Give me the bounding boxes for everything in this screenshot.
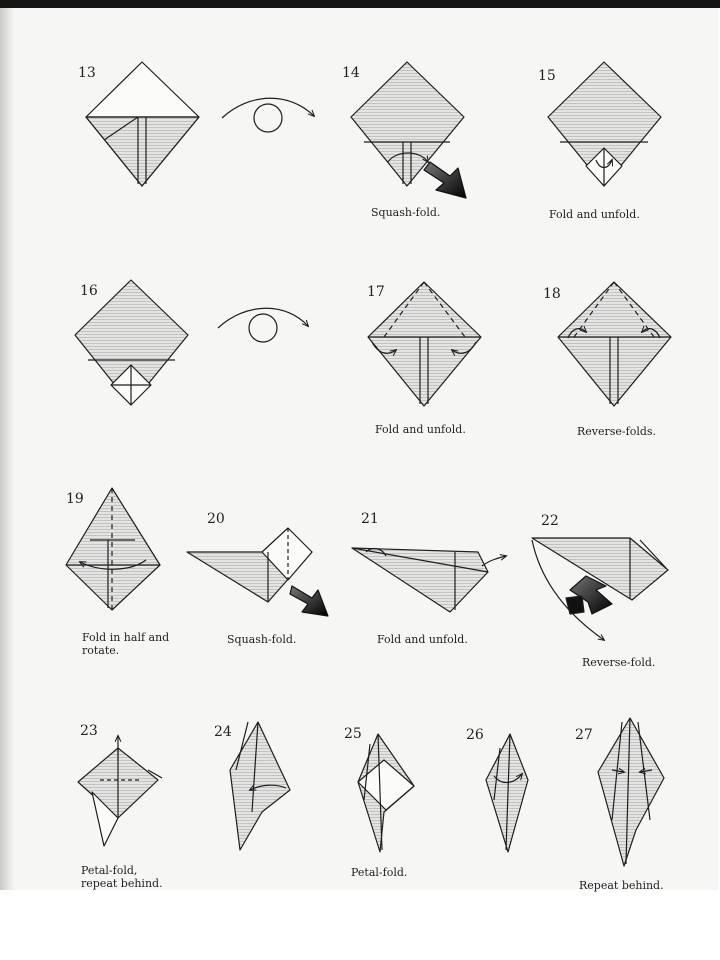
turn-over-symbol-1 [222, 98, 314, 132]
step-number-18: 18 [543, 286, 561, 302]
step-number-23: 23 [80, 723, 98, 739]
step-number-26: 26 [466, 727, 484, 743]
diagram-step-24 [230, 722, 290, 850]
step-number-25: 25 [344, 726, 362, 742]
step-number-14: 14 [342, 65, 360, 81]
diagram-step-14 [351, 62, 466, 198]
diagram-step-27 [598, 718, 664, 866]
diagram-step-22 [532, 538, 668, 640]
caption-step-14: Squash-fold. [371, 206, 441, 219]
step-number-21: 21 [361, 511, 379, 527]
diagram-step-20 [187, 528, 328, 616]
step-number-15: 15 [538, 68, 556, 84]
caption-step-15: Fold and unfold. [549, 208, 640, 221]
diagram-step-15 [548, 62, 661, 186]
diagram-step-21 [352, 548, 506, 612]
step-number-16: 16 [80, 283, 98, 299]
caption-step-17: Fold and unfold. [375, 423, 466, 436]
diagram-step-17 [368, 282, 481, 406]
caption-step-18: Reverse-folds. [577, 425, 657, 438]
diagram-step-25 [358, 734, 414, 852]
caption-step-20: Squash-fold. [227, 633, 297, 646]
caption-step-19: Fold in half and rotate. [82, 631, 170, 657]
caption-step-22: Reverse-fold. [582, 656, 656, 669]
step-number-27: 27 [575, 727, 593, 743]
step-number-13: 13 [78, 65, 96, 81]
caption-step-25: Petal-fold. [351, 866, 408, 879]
turn-over-symbol-2 [218, 308, 308, 342]
step-number-20: 20 [207, 511, 225, 527]
caption-step-23: Petal-fold, repeat behind. [81, 864, 163, 890]
diagram-step-13 [86, 62, 199, 186]
step-number-22: 22 [541, 513, 559, 529]
caption-step-27: Repeat behind. [579, 879, 664, 892]
diagram-step-26 [486, 734, 528, 852]
diagram-step-23 [78, 736, 162, 846]
diagram-step-18 [558, 282, 671, 406]
step-number-17: 17 [367, 284, 385, 300]
caption-step-21: Fold and unfold. [377, 633, 468, 646]
step-number-24: 24 [214, 724, 232, 740]
step-number-19: 19 [66, 491, 84, 507]
